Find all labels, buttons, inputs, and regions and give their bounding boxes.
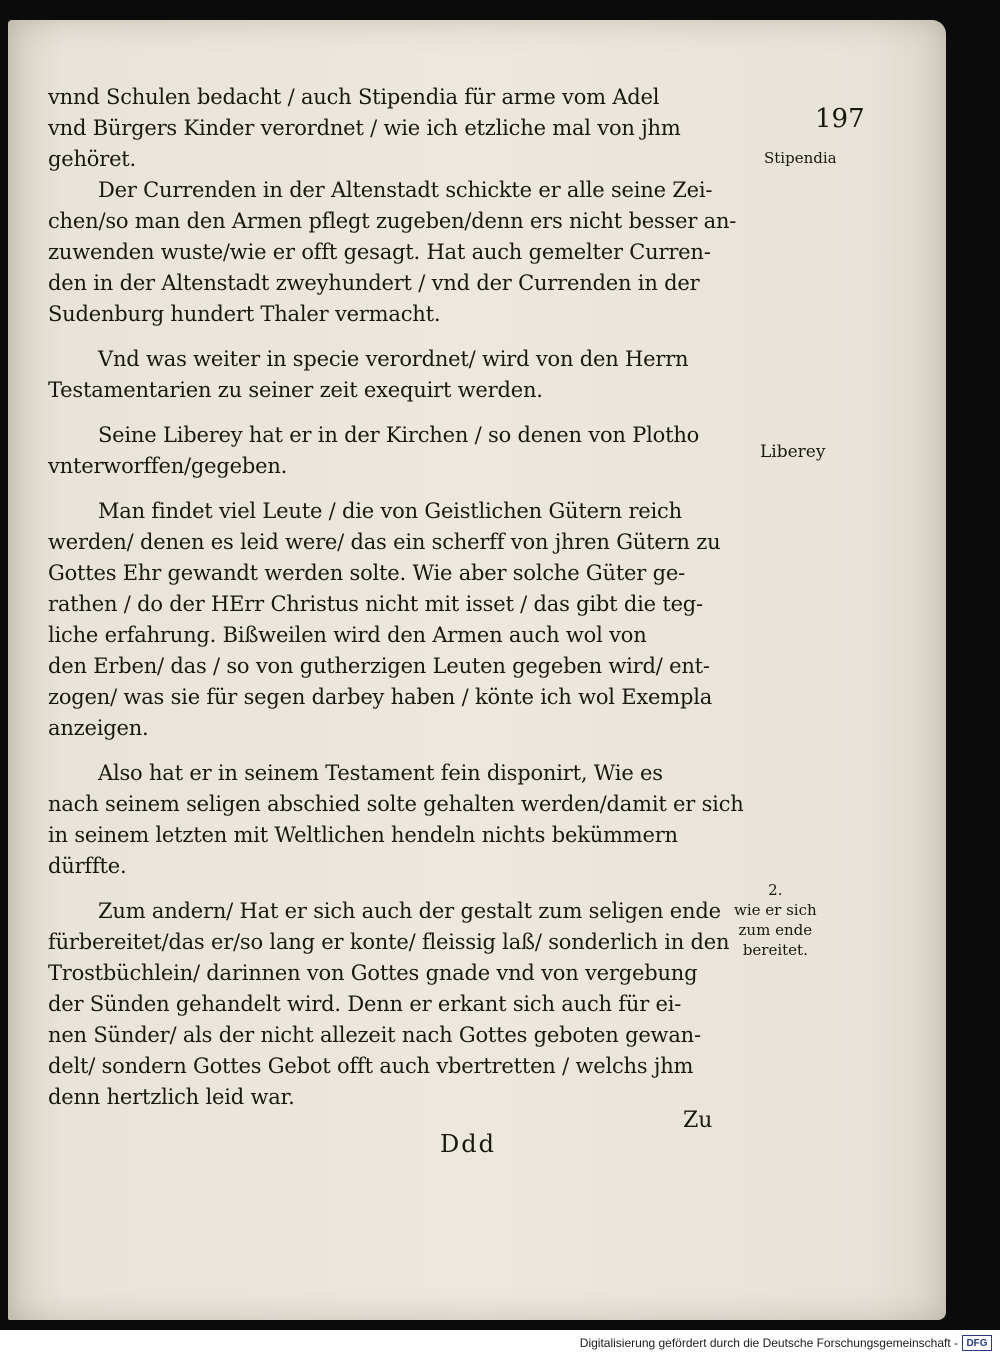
text-line: nach seinem seligen abschied solte gehalten werden/damit er sich <box>48 792 744 816</box>
text-line: Sudenburg hundert Thaler vermacht. <box>48 302 441 326</box>
text-line: Gottes Ehr gewandt werden solte. Wie aber solche Güter ge- <box>48 561 685 585</box>
text-line: nen Sünder/ als der nicht allezeit nach Gottes geboten gewan- <box>48 1023 701 1047</box>
funding-credit: Digitalisierung gefördert durch die Deutsche Forschungsgemeinschaft - <box>579 1336 958 1350</box>
margin-note-line: wie er sich <box>734 901 817 919</box>
text-line: chen/so man den Armen pflegt zugeben/denn ers nicht besser an- <box>48 209 737 233</box>
margin-note-line: 2. <box>768 881 783 899</box>
dfg-logo: DFG <box>962 1335 992 1351</box>
text-line: Man findet viel Leute / die von Geistlichen Gütern reich <box>98 499 682 523</box>
text-line: vnnd Schulen bedacht / auch Stipendia für arme vom Adel <box>48 85 660 109</box>
text-line: vnterworffen/gegeben. <box>48 454 288 478</box>
text-line: den in der Altenstadt zweyhundert / vnd der Currenden in der <box>48 271 700 295</box>
text-line: den Erben/ das / so von gutherzigen Leuten gegeben wird/ ent- <box>48 654 710 678</box>
margin-note-line: bereitet. <box>742 941 808 959</box>
margin-note-line: zum ende <box>738 921 813 939</box>
text-line: werden/ denen es leid were/ das ein scherff von jhren Gütern zu <box>48 530 721 554</box>
text-line: zogen/ was sie für segen darbey haben / könte ich wol Exempla <box>48 685 713 709</box>
text-line: Zum andern/ Hat er sich auch der gestalt zum seligen ende <box>98 899 721 923</box>
text-line: delt/ sondern Gottes Gebot offt auch vbertretten / welchs jhm <box>48 1054 694 1078</box>
page-number: 197 <box>815 104 865 134</box>
text-line: der Sünden gehandelt wird. Denn er erkant sich auch für ei- <box>48 992 682 1016</box>
text-line: liche erfahrung. Bißweilen wird den Armen auch wol von <box>48 623 647 647</box>
text-line: Seine Liberey hat er in der Kirchen / so denen von Plotho <box>98 423 700 447</box>
text-line: denn hertzlich leid war. <box>48 1085 295 1109</box>
text-line: Der Currenden in der Altenstadt schickte er alle seine Zei- <box>98 178 713 202</box>
page-body-text <box>48 82 748 1113</box>
text-line: rathen / do der HErr Christus nicht mit isset / das gibt die teg- <box>48 592 703 616</box>
margin-note-bereitet <box>734 880 817 960</box>
text-line: anzeigen. <box>48 716 149 740</box>
margin-note-stipendia: Stipendia <box>764 149 837 167</box>
text-line: dürffte. <box>48 854 127 878</box>
text-line: Testamentarien zu seiner zeit exequirt werden. <box>48 378 543 402</box>
catchword: Zu <box>683 1108 713 1133</box>
text-line: gehöret. <box>48 147 137 171</box>
text-line: in seinem letzten mit Weltlichen hendeln nichts bekümmern <box>48 823 678 847</box>
footer-bar <box>0 1333 1000 1355</box>
text-line: fürbereitet/das er/so lang er konte/ fleissig laß/ sonderlich in den <box>48 930 730 954</box>
text-line: vnd Bürgers Kinder verordnet / wie ich etzliche mal von jhm <box>48 116 681 140</box>
text-line: Vnd was weiter in specie verordnet/ wird von den Herrn <box>98 347 689 371</box>
signature-mark: Ddd <box>440 1130 496 1158</box>
text-line: zuwenden wuste/wie er offt gesagt. Hat auch gemelter Curren- <box>48 240 711 264</box>
margin-note-liberey: Liberey <box>760 442 826 462</box>
text-line: Trostbüchlein/ darinnen von Gottes gnade vnd von vergebung <box>48 961 698 985</box>
text-line: Also hat er in seinem Testament fein disponirt, Wie es <box>98 761 663 785</box>
